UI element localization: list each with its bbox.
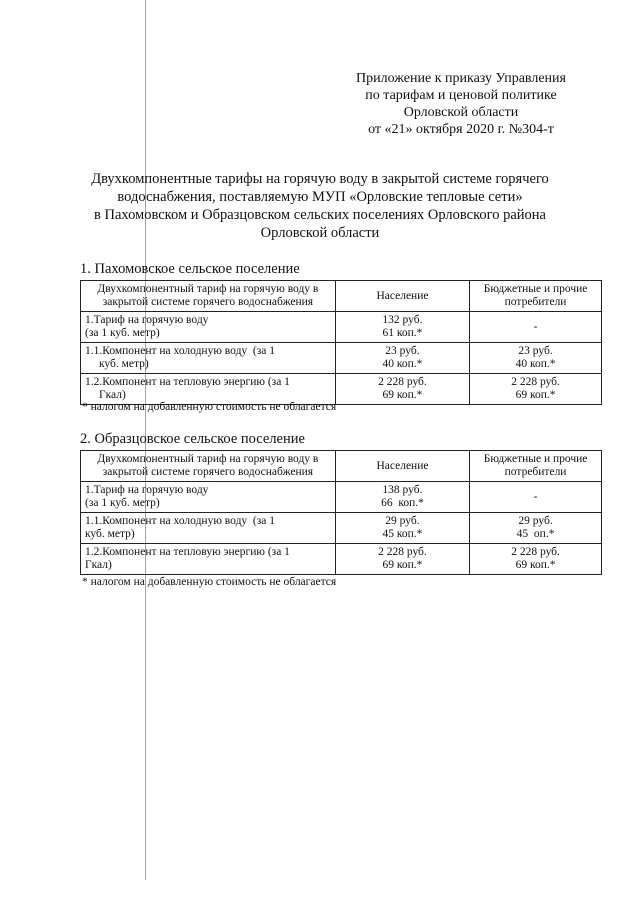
other-price-cell [470, 544, 602, 575]
column-header-other [470, 281, 602, 312]
table-header-row [81, 281, 602, 312]
cell-text: 69 коп.* [382, 559, 423, 571]
header-text: Бюджетные и прочие [483, 453, 588, 465]
title-line: в Пахомовском и Образцовском сельских поселениях Орловского района [94, 207, 546, 223]
column-header-population: Население [335, 281, 469, 312]
cell-text: 2 228 руб. [511, 546, 560, 558]
tariff-name-cell [81, 343, 336, 374]
other-price-cell [470, 513, 602, 544]
other-price-cell [470, 482, 602, 513]
cell-text: 2 228 руб. [378, 376, 427, 388]
cell-text: 61 коп.* [382, 327, 423, 339]
cell-text: - [533, 490, 538, 503]
cell-text: 69 коп.* [382, 389, 423, 401]
appendix-line: по тарифам и ценовой политике [365, 88, 557, 103]
header-text: закрытой системе горячего водоснабжения [102, 466, 314, 478]
cell-text: 1.Тариф на горячую воду [85, 314, 209, 326]
header-text: закрытой системе горячего водоснабжения [102, 296, 314, 308]
column-header-tariff [81, 281, 336, 312]
header-text: потребители [504, 296, 567, 308]
population-price-cell [335, 312, 469, 343]
table-row [81, 343, 602, 374]
population-price-cell [335, 374, 469, 405]
tariff-table [80, 280, 602, 405]
cell-text: (за 1 куб. метр) [85, 497, 160, 509]
tariff-table [80, 450, 602, 575]
cell-text: 69 коп.* [515, 559, 556, 571]
table-row [81, 544, 602, 575]
title-line: Двухкомпонентные тарифы на горячую воду в закрытой системе горячего [91, 171, 549, 187]
vat-footnote: * налогом на добавленную стоимость не облагается [82, 576, 337, 588]
other-price-cell [470, 343, 602, 374]
title-line: Орловской области [260, 225, 380, 241]
cell-text: Гкал) [85, 559, 112, 571]
tariff-name-cell [81, 513, 336, 544]
column-header-tariff [81, 451, 336, 482]
cell-text: 2 228 руб. [511, 376, 560, 388]
appendix-line: Орловской области [403, 105, 519, 120]
tariff-name-cell [81, 544, 336, 575]
cell-text: - [533, 320, 538, 333]
cell-text: 23 руб. [385, 345, 420, 357]
cell-text: 40 коп.* [515, 358, 556, 370]
cell-text: 23 руб. [518, 345, 553, 357]
cell-text: 45 коп.* [382, 528, 423, 540]
cell-text: куб. метр) [85, 528, 135, 540]
other-price-cell [470, 374, 602, 405]
section-heading: 2. Образцовское сельское поселение [80, 431, 305, 447]
cell-text: 1.1.Компонент на холодную воду (за 1 [85, 345, 276, 357]
appendix-order-date: от «21» октября 2020 г. №304-т [368, 122, 554, 137]
cell-text: 69 коп.* [515, 389, 556, 401]
tariff-name-cell [81, 482, 336, 513]
cell-text: 40 коп.* [382, 358, 423, 370]
title-line: водоснабжения, поставляемую МУП «Орловские тепловые сети» [117, 189, 523, 205]
table-row [81, 482, 602, 513]
table-row [81, 513, 602, 544]
cell-text: 1.Тариф на горячую воду [85, 484, 209, 496]
population-price-cell [335, 343, 469, 374]
cell-text: 45 оп.* [516, 528, 555, 540]
cell-text: 138 руб. [382, 484, 423, 496]
cell-text: 1.2.Компонент на тепловую энергию (за 1 [85, 546, 290, 558]
header-text: Двухкомпонентный тариф на горячую воду в [97, 453, 319, 465]
other-price-cell [470, 312, 602, 343]
header-text: Бюджетные и прочие [483, 283, 588, 295]
cell-text: куб. метр) [99, 358, 149, 370]
appendix-header [321, 70, 601, 138]
cell-text: 29 руб. [385, 515, 420, 527]
cell-text: 66 коп.* [381, 497, 424, 509]
document-title [70, 170, 570, 242]
header-text: потребители [504, 466, 567, 478]
appendix-line: Приложение к приказу Управления [356, 71, 566, 86]
population-price-cell [335, 482, 469, 513]
vat-footnote: * налогом на добавленную стоимость не облагается [82, 401, 337, 413]
tariff-name-cell [81, 312, 336, 343]
cell-text: 2 228 руб. [378, 546, 427, 558]
population-price-cell [335, 544, 469, 575]
cell-text: (за 1 куб. метр) [85, 327, 160, 339]
cell-text: 132 руб. [382, 314, 423, 326]
section-heading: 1. Пахомовское сельское поселение [80, 261, 300, 277]
column-header-population: Население [335, 451, 469, 482]
header-text: Двухкомпонентный тариф на горячую воду в [97, 283, 319, 295]
table-header-row [81, 451, 602, 482]
population-price-cell [335, 513, 469, 544]
cell-text: 1.2.Компонент на тепловую энергию (за 1 [85, 376, 290, 388]
cell-text: 1.1.Компонент на холодную воду (за 1 [85, 515, 276, 527]
table-row [81, 312, 602, 343]
cell-text: Гкал) [99, 389, 126, 401]
cell-text: 29 руб. [518, 515, 553, 527]
column-header-other [470, 451, 602, 482]
